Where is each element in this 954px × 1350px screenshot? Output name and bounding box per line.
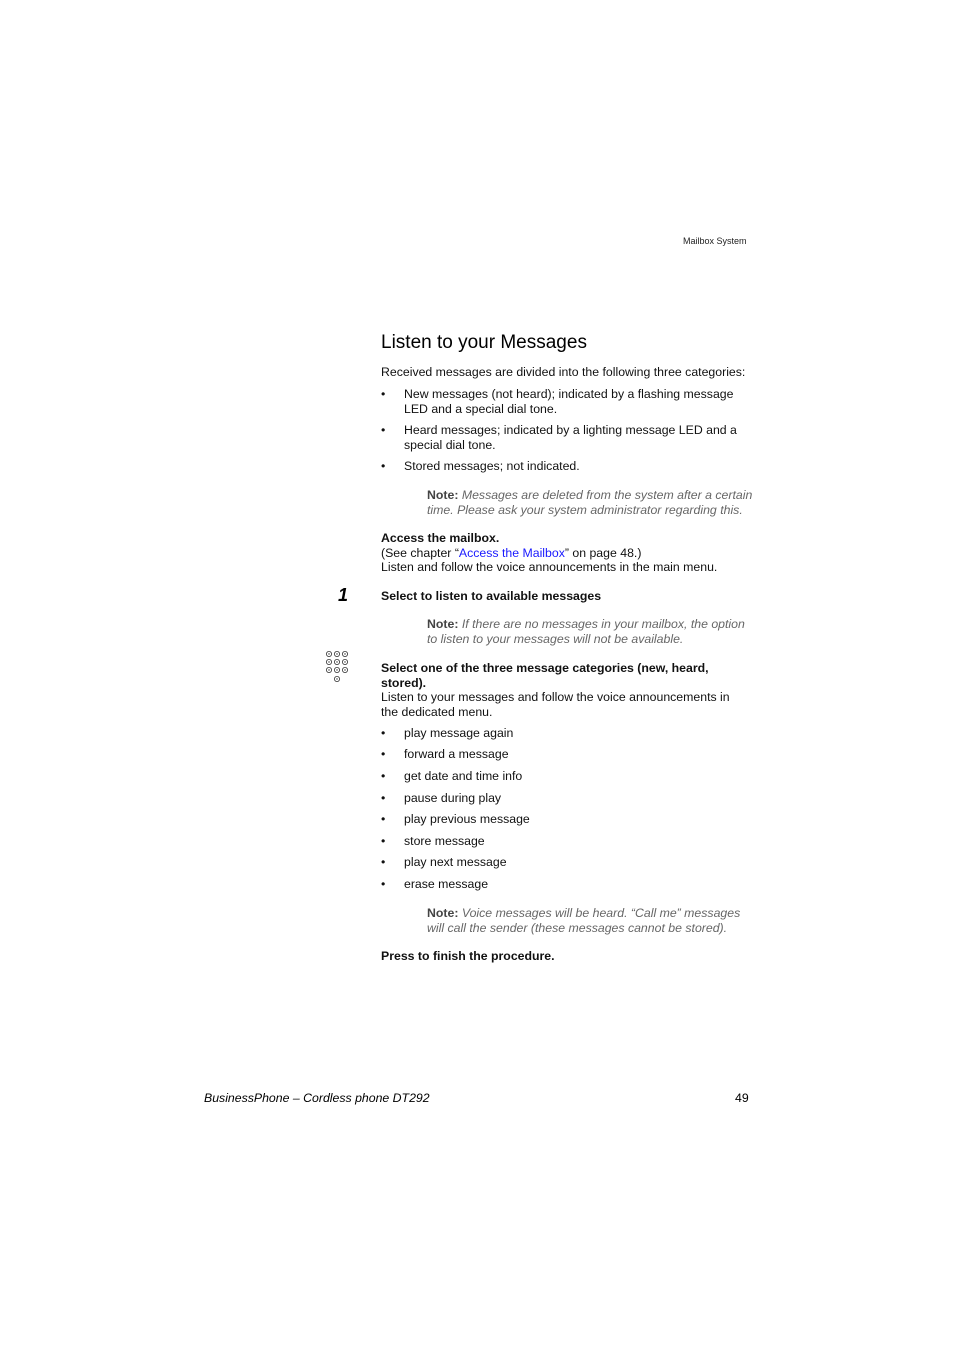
option-item: • get date and time info <box>381 769 523 783</box>
page-number: 49 <box>735 1091 749 1105</box>
select-heading: Select one of the three message categories (new, heard, stored). <box>381 661 709 690</box>
option-item: • play next message <box>381 855 507 869</box>
select-text: Listen to your messages and follow the voice announcements in the dedicated menu. <box>381 690 730 719</box>
access-heading: Access the mailbox. <box>381 531 500 545</box>
list-item: • New messages (not heard); indicated by a flashing message LED and a special dial tone. <box>381 387 734 416</box>
keypad-icon <box>325 650 351 691</box>
list-item: • Stored messages; not indicated. <box>381 459 580 473</box>
select-category-block <box>381 661 730 719</box>
option-item: • pause during play <box>381 791 502 805</box>
footer-doc-title: BusinessPhone – Cordless phone DT292 <box>204 1091 430 1105</box>
note-voice-messages: Note: Voice messages will be heard. “Call me” messages will call the sender (these messages cannot be stored). <box>427 906 741 935</box>
step-number: 1 <box>338 585 349 605</box>
option-item: • erase message <box>381 877 489 891</box>
access-mailbox-link[interactable]: Access the Mailbox <box>458 545 565 560</box>
option-item: • play message again <box>381 726 514 740</box>
access-mailbox-block <box>381 531 717 575</box>
page-title: Listen to your Messages <box>381 332 587 353</box>
step-label: Select to listen to available messages <box>381 589 602 603</box>
finish-instruction: Press to finish the procedure. <box>381 949 555 963</box>
note-no-messages: Note: If there are no messages in your mailbox, the option to listen to your messages will not be available. <box>427 617 745 646</box>
running-header: Mailbox System <box>683 236 747 246</box>
note-message-deletion: Note: Messages are deleted from the system after a certain time. Please ask your system administrator regarding this. <box>427 488 753 517</box>
intro-text: Received messages are divided into the following three categories: <box>381 365 746 379</box>
option-item: • forward a message <box>381 747 509 761</box>
option-item: • store message <box>381 834 485 848</box>
list-item: • Heard messages; indicated by a lighting message LED and a special dial tone. <box>381 423 737 452</box>
access-reference: (See chapter “Access the Mailbox” on page 48.) <box>381 545 642 560</box>
access-instruction: Listen and follow the voice announcements in the main menu. <box>381 560 718 574</box>
option-item: • play previous message <box>381 812 530 826</box>
